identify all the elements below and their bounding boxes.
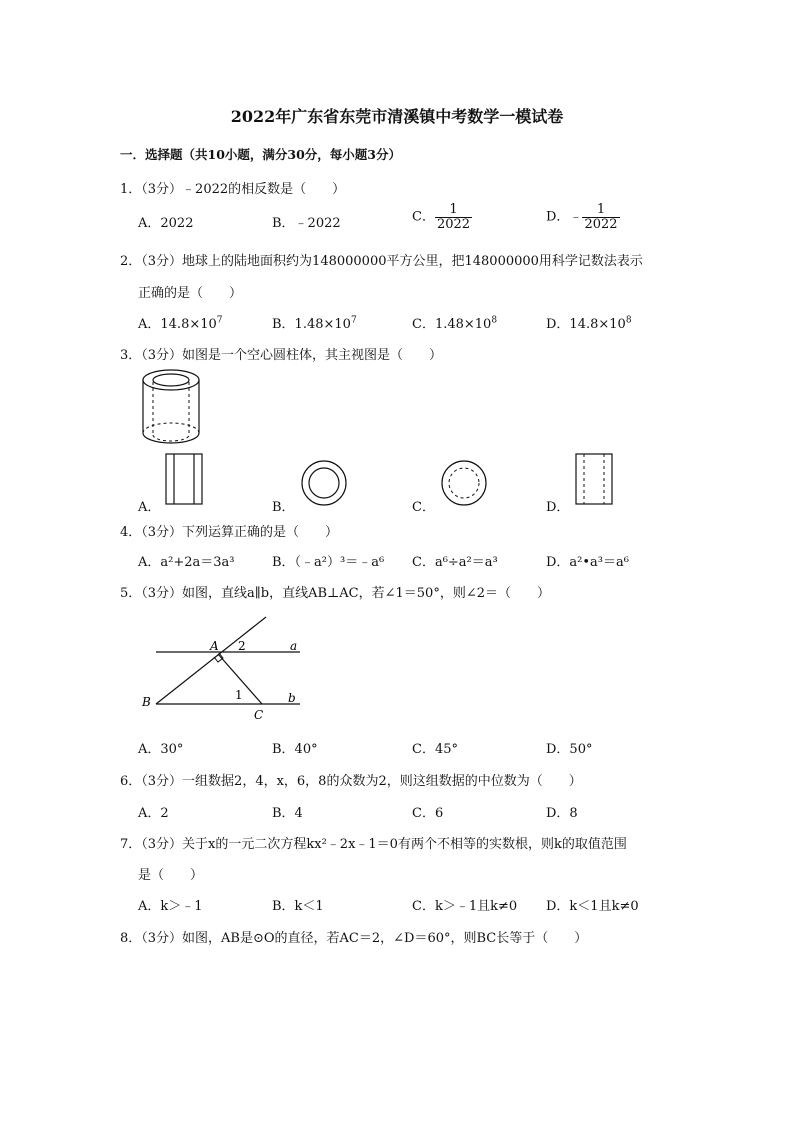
exponent: 8: [491, 315, 498, 326]
line-ab: [156, 617, 266, 704]
denominator: 2022: [584, 216, 618, 232]
q7-option-c: C．k＞﹣1且k≠0: [412, 899, 518, 914]
label-A: A: [210, 639, 219, 653]
q1-option-d: [546, 203, 620, 231]
q6-option-a: A．2: [138, 806, 169, 821]
q6-option-b: B．4: [272, 806, 303, 821]
q7-option-a: A．k＞﹣1: [138, 899, 203, 914]
label-b: b: [288, 691, 296, 705]
numerator: 1: [435, 203, 472, 218]
section-heading: 一．选择题（共10小题，满分30分，每小题3分）: [120, 147, 401, 162]
q1-option-a: A．2022: [138, 216, 194, 231]
exponent: 7: [350, 315, 357, 326]
q1-option-c: [412, 203, 472, 231]
q4-option-d: D．a²•a³＝a⁶: [546, 555, 629, 570]
question-1-stem: 1．（3分）﹣2022的相反数是（ ）: [120, 182, 346, 197]
q4-option-c: C．a⁶÷a²＝a³: [412, 555, 498, 570]
parallel-lines-figure: [138, 612, 308, 724]
denominator: 2022: [436, 216, 471, 232]
q2-option-d-base: D．14.8×10: [546, 317, 626, 332]
exponent: 8: [625, 315, 632, 326]
q2-option-c: [412, 313, 497, 332]
fraction: [435, 203, 472, 231]
option-a-rectangle-figure: [164, 452, 206, 508]
question-4-stem: 4．（3分）下列运算正确的是（ ）: [120, 525, 339, 540]
label-a: a: [290, 639, 298, 653]
option-b-ring-figure: [300, 459, 350, 509]
q6-option-d: D．8: [546, 806, 578, 821]
label-angle-2: 2: [238, 639, 246, 653]
page-title: 2022年广东省东莞市清溪镇中考数学一模试卷: [230, 107, 564, 126]
q3-option-a: A．: [138, 500, 161, 515]
exponent: 7: [216, 315, 223, 326]
label-angle-1: 1: [235, 688, 243, 702]
option-d-dashed-rectangle-figure: [574, 452, 616, 508]
q3-option-d: D．: [546, 500, 570, 515]
q2-option-b: [272, 313, 357, 332]
q5-option-d: D．50°: [546, 742, 593, 757]
question-7-stem-cont: 是（ ）: [138, 868, 204, 883]
label-C: C: [254, 708, 264, 722]
q4-option-b: B．（﹣a²）³＝﹣a⁶: [272, 555, 385, 570]
q3-option-c: C．: [412, 500, 435, 515]
label-B: B: [142, 695, 151, 709]
q1-option-d-label: D．﹣: [546, 209, 583, 225]
fraction: [582, 203, 619, 231]
question-2-stem: 2．（3分）地球上的陆地面积约为148000000平方公里，把148000000用科学记数法表示: [120, 254, 643, 269]
q5-option-c: C．45°: [412, 742, 458, 757]
q7-option-d: D．k＜1且k≠0: [546, 899, 639, 914]
q2-option-c-base: C．1.48×10: [412, 317, 492, 332]
q5-option-b: B．40°: [272, 742, 318, 757]
q2-option-b-base: B．1.48×10: [272, 317, 351, 332]
q5-option-a: A．30°: [138, 742, 184, 757]
numerator: 1: [582, 203, 619, 218]
q1-option-b: B．﹣2022: [272, 216, 341, 231]
q4-option-a: A．a²+2a＝3a³: [138, 555, 235, 570]
q3-option-b: B．: [272, 500, 295, 515]
q1-option-c-label: C．: [412, 209, 435, 225]
q2-option-a-base: A．14.8×10: [138, 317, 217, 332]
question-6-stem: 6．（3分）一组数据2，4，x，6，8的众数为2，则这组数据的中位数为（ ）: [120, 774, 582, 789]
q2-option-a: [138, 313, 223, 332]
hollow-cylinder-figure: [136, 366, 206, 448]
q7-option-b: B．k＜1: [272, 899, 324, 914]
q6-option-c: C．6: [412, 806, 444, 821]
question-2-stem-cont: 正确的是（ ）: [138, 286, 243, 301]
question-5-stem: 5．（3分）如图，直线a∥b，直线AB⊥AC，若∠1＝50°，则∠2＝（ ）: [120, 586, 550, 601]
question-8-stem: 8．（3分）如图，AB是⊙O的直径，若AC＝2，∠D＝60°，则BC长等于（ ）: [120, 931, 588, 946]
q2-option-d: [546, 313, 632, 332]
question-3-stem: 3．（3分）如图是一个空心圆柱体，其主视图是（ ）: [120, 348, 443, 363]
question-7-stem: 7．（3分）关于x的一元二次方程kx²﹣2x﹣1＝0有两个不相等的实数根，则k的取值范围: [120, 837, 627, 852]
option-c-dashed-ring-figure: [440, 459, 490, 509]
